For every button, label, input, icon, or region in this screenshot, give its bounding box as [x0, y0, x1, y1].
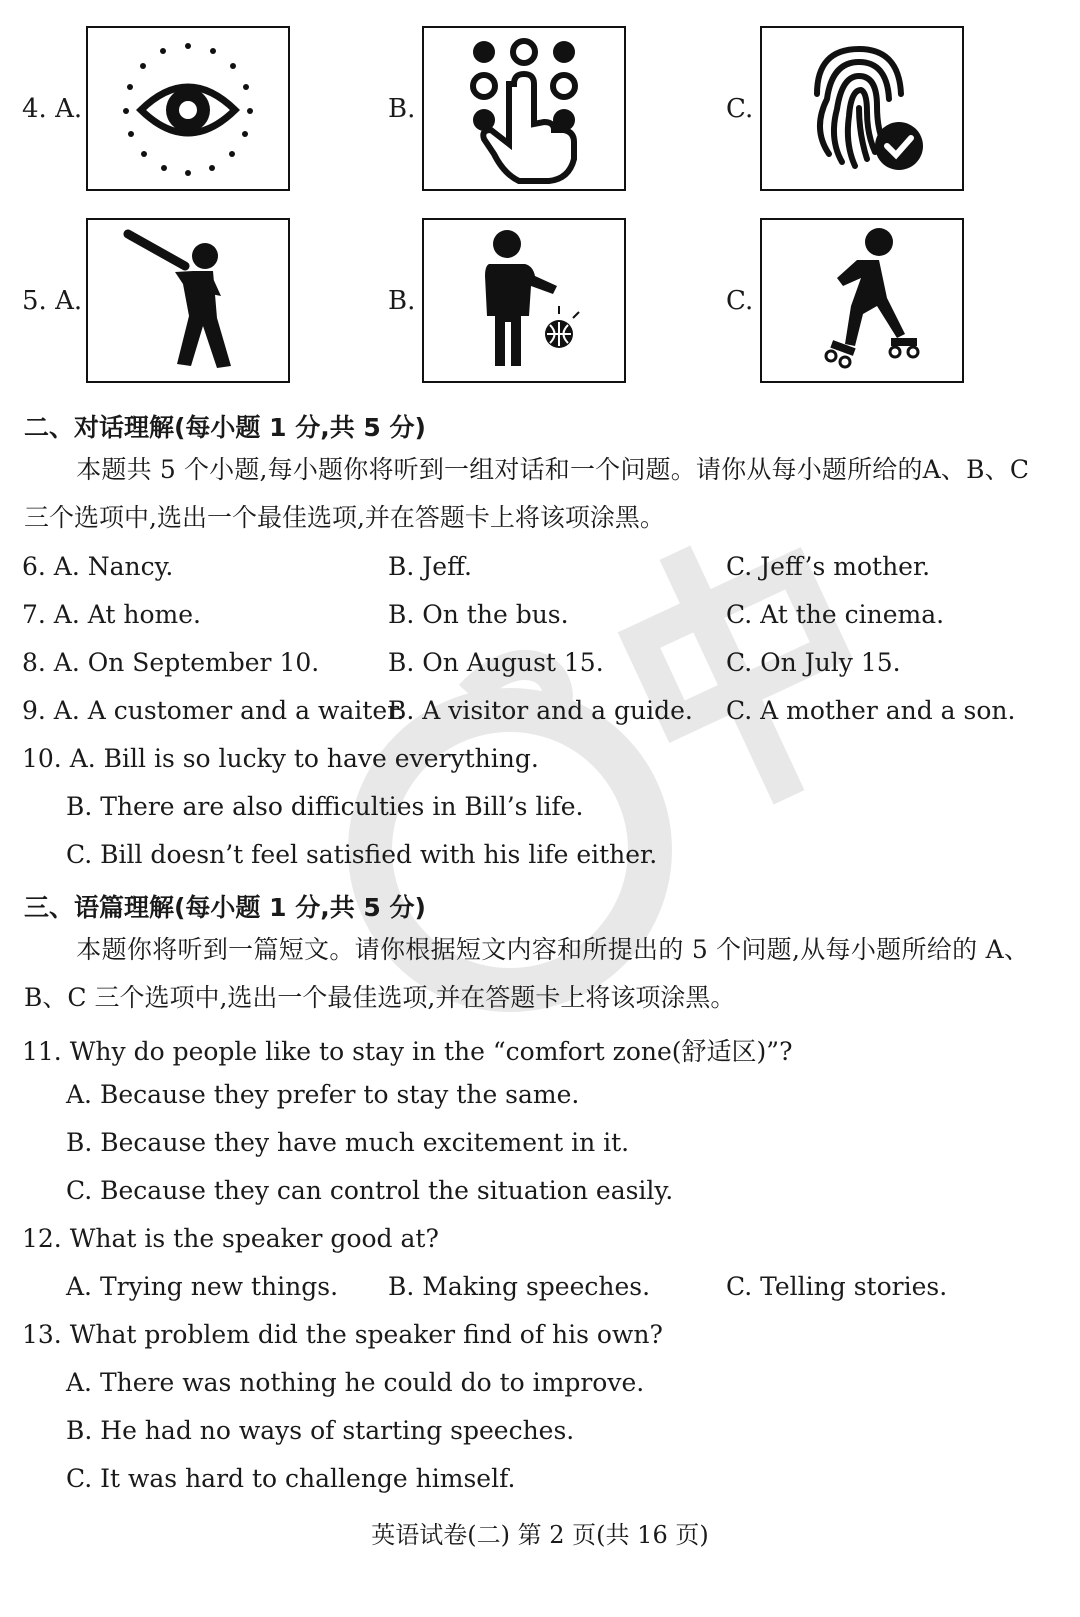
q12-option-b: B. Making speeches.: [388, 1272, 651, 1301]
section-2-instructions-text: 本题共 5 个小题,每小题你将听到一组对话和一个问题。请你从每小题所给的A、B、C 三个选项中,选出一个最佳选项,并在答题卡上将该项涂黑。: [24, 455, 1029, 532]
section-2-heading: 二、对话理解(每小题 1 分,共 5 分): [24, 413, 426, 442]
q8-option-a: 8. A. On September 10.: [22, 648, 320, 677]
q12-stem: 12. What is the speaker good at?: [22, 1224, 439, 1253]
q13-option-b: B. He had no ways of starting speeches.: [66, 1416, 575, 1445]
q5-option-a-picture: [86, 218, 290, 383]
q8-option-b: B. On August 15.: [388, 648, 604, 677]
q10-option-c: C. Bill doesn’t feel satisfied with his life either.: [66, 840, 658, 869]
q9-option-b: B. A visitor and a guide.: [388, 696, 693, 725]
q7-option-a: 7. A. At home.: [22, 600, 201, 629]
section-2-instructions: [24, 446, 1029, 542]
fingerprint-check-icon: [787, 34, 937, 184]
roller-skater-icon: [787, 226, 937, 376]
q4-option-a-picture: [86, 26, 290, 191]
q12-option-a: A. Trying new things.: [66, 1272, 339, 1301]
q9-option-a: 9. A. A customer and a waiter.: [22, 696, 405, 725]
baseball-batter-icon: [113, 226, 263, 376]
q13-option-c: C. It was hard to challenge himself.: [66, 1464, 516, 1493]
basketball-dribble-icon: [449, 226, 599, 376]
q5-label-c: C.: [726, 286, 754, 316]
q4-label-a: 4. A.: [22, 94, 83, 124]
q11-option-c: C. Because they can control the situation easily.: [66, 1176, 674, 1205]
q4-option-c-picture: [760, 26, 964, 191]
q9-option-c: C. A mother and a son.: [726, 696, 1016, 725]
section-3-heading: 三、语篇理解(每小题 1 分,共 5 分): [24, 893, 426, 922]
q10-option-b: B. There are also difficulties in Bill’s life.: [66, 792, 584, 821]
q12-option-c: C. Telling stories.: [726, 1272, 948, 1301]
q13-stem: 13. What problem did the speaker find of his own?: [22, 1320, 663, 1349]
q13-option-a: A. There was nothing he could do to improve.: [66, 1368, 645, 1397]
q6-option-a: 6. A. Nancy.: [22, 552, 174, 581]
page-footer: 英语试卷(二) 第 2 页(共 16 页): [371, 1521, 709, 1549]
q11-option-a: A. Because they prefer to stay the same.: [66, 1080, 580, 1109]
section-3-instructions-text: 本题你将听到一篇短文。请你根据短文内容和所提出的 5 个问题,从每小题所给的 A、B、C 三个选项中,选出一个最佳选项,并在答题卡上将该项涂黑。: [24, 935, 1029, 1012]
keypad-finger-icon: [449, 34, 599, 184]
section-3-instructions: [24, 926, 1029, 1022]
eye-scan-icon: [113, 34, 263, 184]
q7-option-c: C. At the cinema.: [726, 600, 945, 629]
q6-option-c: C. Jeff’s mother.: [726, 552, 931, 581]
q4-option-b-picture: [422, 26, 626, 191]
q8-option-c: C. On July 15.: [726, 648, 901, 677]
q7-option-b: B. On the bus.: [388, 600, 569, 629]
q11-option-b: B. Because they have much excitement in it.: [66, 1128, 630, 1157]
q6-option-b: B. Jeff.: [388, 552, 472, 581]
q5-label-b: B.: [388, 286, 416, 316]
q5-option-c-picture: [760, 218, 964, 383]
q11-stem: 11. Why do people like to stay in the “comfort zone(舒适区)”?: [22, 1037, 793, 1066]
q5-label-a: 5. A.: [22, 286, 83, 316]
q5-option-b-picture: [422, 218, 626, 383]
q4-label-b: B.: [388, 94, 416, 124]
q10-option-a: 10. A. Bill is so lucky to have everything.: [22, 744, 539, 773]
q4-label-c: C.: [726, 94, 754, 124]
